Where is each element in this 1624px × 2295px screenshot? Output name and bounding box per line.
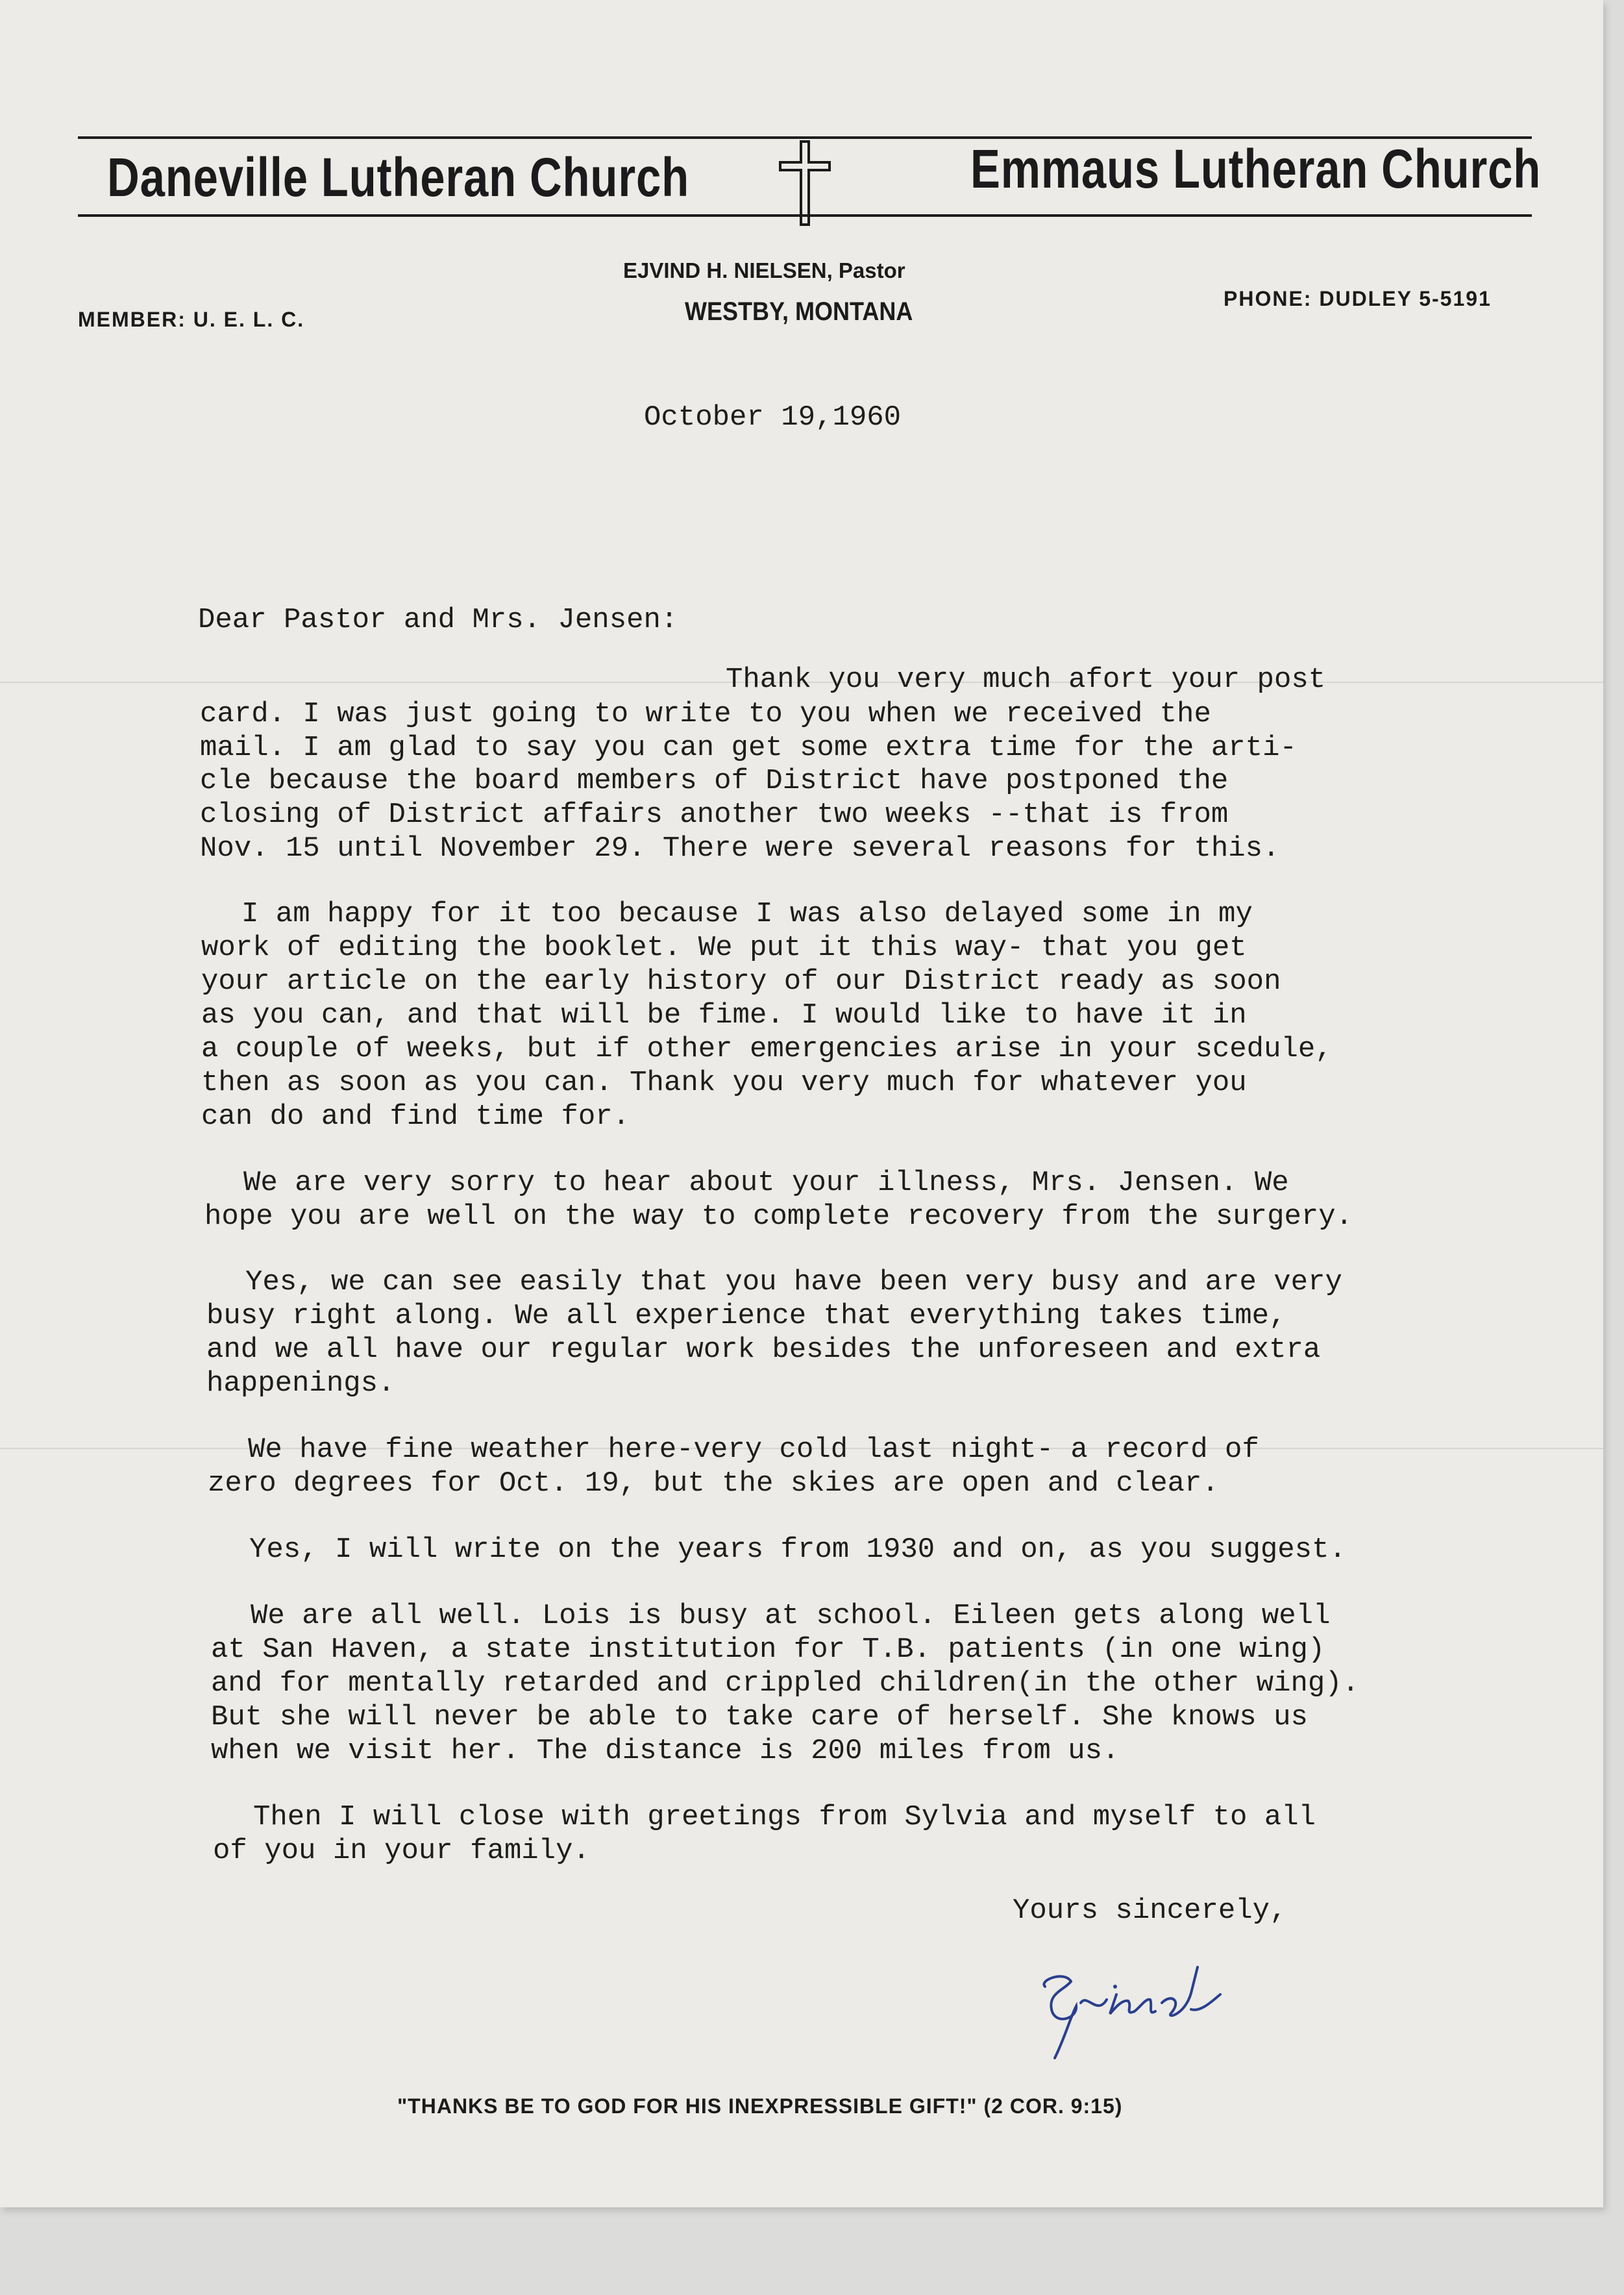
body-line: when we visit her. The distance is 200 miles from us. (211, 1735, 1120, 1767)
body-line: of you in your family. (213, 1835, 590, 1867)
body-line: can do and find time for. (201, 1100, 630, 1133)
closing: Yours sincerely, (1013, 1894, 1287, 1927)
footer-verse: "THANKS BE TO GOD FOR HIS INEXPRESSIBLE GIFT!" (2 COR. 9:15) (397, 2094, 1123, 2118)
left-church-name: Daneville Lutheran Church (107, 147, 689, 208)
body-line: cle because the board members of District have postponed the (200, 765, 1229, 797)
letter-date: October 19,1960 (644, 401, 902, 434)
body-line: and we all have our regular work besides the unforeseen and extra (206, 1334, 1321, 1366)
body-line: at San Haven, a state institution for T.B. patients (in one wing) (211, 1633, 1325, 1666)
pastor-name: EJVIND H. NIELSEN, Pastor (623, 258, 905, 282)
body-line: mail. I am glad to say you can get some extra time for the arti- (200, 732, 1297, 764)
body-line: Yes, I will write on the years from 1930 and on, as you suggest. (249, 1533, 1346, 1566)
city-state: WESTBY, MONTANA (685, 297, 913, 326)
phone-line: PHONE: DUDLEY 5-5191 (1224, 287, 1492, 310)
body-line: Thank you very much afort your post (726, 664, 1326, 696)
body-line: a couple of weeks, but if other emergencies arise in your scedule, (201, 1033, 1333, 1065)
cross-icon (772, 136, 837, 227)
body-line: I am happy for it too because I was also delayed some in my (241, 898, 1253, 930)
body-line: your article on the early history of our District ready as soon (201, 965, 1281, 998)
member-line: MEMBER: U. E. L. C. (78, 308, 305, 331)
body-line: as you can, and that will be fime. I would like to have it in (201, 999, 1247, 1032)
body-line: closing of District affairs another two weeks --that is from (200, 799, 1229, 831)
body-line: zero degrees for Oct. 19, but the skies are open and clear. (208, 1467, 1219, 1500)
body-line: work of editing the booklet. We put it this way- that you get (201, 932, 1247, 964)
salutation: Dear Pastor and Mrs. Jensen: (198, 604, 678, 636)
body-line: Nov. 15 until November 29. There were several reasons for this. (200, 832, 1280, 865)
body-line: But she will never be able to take care of herself. She knows us (211, 1701, 1308, 1733)
body-line: Then I will close with greetings from Sylvia and myself to all (253, 1801, 1316, 1833)
body-line: We have fine weather here-very cold last night- a record of (248, 1433, 1259, 1466)
handwritten-signature (1026, 1954, 1233, 2065)
body-line: We are all well. Lois is busy at school. Eileen gets along well (251, 1600, 1331, 1632)
body-line: then as soon as you can. Thank you very much for whatever you (201, 1067, 1247, 1099)
body-line: hope you are well on the way to complete recovery from the surgery. (204, 1200, 1353, 1233)
right-church-name: Emmaus Lutheran Church (970, 138, 1542, 199)
body-line: We are very sorry to hear about your illness, Mrs. Jensen. We (243, 1167, 1289, 1199)
body-line: and for mentally retarded and crippled children(in the other wing). (211, 1667, 1360, 1700)
body-line: happenings. (206, 1367, 395, 1400)
body-line: card. I was just going to write to you when we received the (200, 698, 1211, 730)
body-line: Yes, we can see easily that you have been very busy and are very (245, 1266, 1342, 1298)
body-line: busy right along. We all experience that everything takes time, (206, 1300, 1286, 1332)
